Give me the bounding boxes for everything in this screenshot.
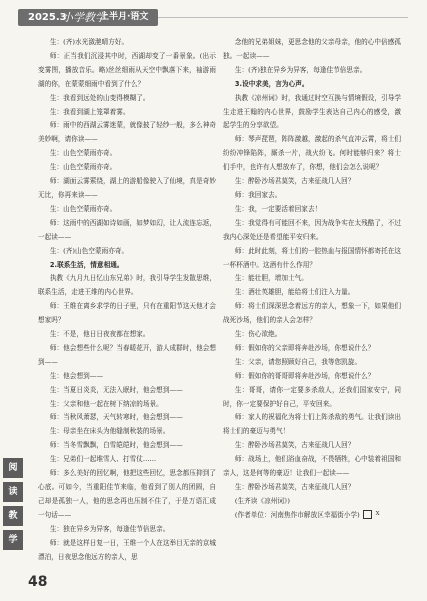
right-text-column	[223, 36, 401, 523]
paragraph: 师：假如你的父亲即将奔赴沙场，你想说什么？	[234, 343, 375, 352]
section-label: 上半月·语文	[100, 12, 149, 22]
side-tabs	[3, 458, 23, 554]
magazine-logo: 小学教学	[62, 11, 106, 24]
paragraph: 生：山色空蒙雨亦奇。	[49, 204, 117, 213]
paragraph: 生：父亲，请您照顾好自己，我等您凯旋。	[234, 357, 362, 366]
paragraph: 师：这雨中的西湖如诗如画，如梦如幻，让人流连忘返，一起读——	[38, 218, 216, 241]
paragraph: 生：独在异乡为异客，每逢佳节倍思亲。	[49, 524, 170, 533]
paragraph: 生：我看到湖上笼罩着雾。	[49, 107, 130, 116]
issue-label: 2025.3	[28, 12, 67, 23]
paragraph: 执教《凉州词》时，我通过时空互换与情境假设，引导学生走进王翰的内心世界，鼓励学生表达自己内心的感受，激起学生的分享欲望。	[223, 93, 401, 130]
page-header	[0, 0, 427, 34]
paragraph: 生：当夏日炎炎，无法入眠时，他会想到——	[49, 385, 183, 394]
paragraph: 生：(齐)山色空蒙雨亦奇。	[49, 246, 129, 255]
paragraph: 生：山色空蒙雨亦奇。	[49, 149, 117, 158]
paragraph: 师：此时此刻，将士们的一腔热血与报国情怀都寄托在这一杯杯酒中。这酒有什么作用？	[223, 246, 401, 269]
paragraph: 生：哥哥，请你一定要多杀敌人，还我们国家安宁，同时，你一定要保护好自己，平安回来。	[223, 385, 401, 408]
paragraph: 师：雨中的西湖云雾迷蒙，就像披了轻纱一般，多么神奇美妙啊，请你读——	[38, 121, 216, 144]
paragraph: 生：母亲坐在床头为他缝制秋装的场景。	[49, 427, 170, 436]
paragraph: 师：就是这样日复一日，王维一个人在这举目无亲的京城漂泊，日夜思念他远方的亲人，思	[38, 538, 216, 561]
end-mark-icon: X	[363, 510, 372, 519]
paragraph: 生：我，一定要活着回家去！	[234, 204, 322, 213]
side-tab: 阅	[3, 458, 23, 478]
paragraph: (作者单位：河南焦作市解放区幸福街小学) X	[234, 510, 380, 519]
paragraph: 2.联系生活，情意相通。	[49, 260, 124, 269]
side-tab: 读	[3, 482, 23, 502]
paragraph: (生齐读《凉州词》)	[234, 496, 290, 505]
paragraph: 师：正当我们沉浸其中时，西湖却变了一番景象。(出示变雾图，播放音乐。略)丝丝细雨从天空中飘落下来，袖游雨湖的你，在蒙蒙细雨中看到了什么？	[38, 51, 216, 88]
paragraph: 生：酒壮英雄胆，能给将士们注入力量。	[234, 288, 355, 297]
paragraph: 师：王维在离乡求学的日子里，只有在重阳节这天他才会想家吗？	[38, 302, 216, 325]
paragraph: 生：(齐)独在异乡为异客，每逢佳节倍思亲。	[234, 65, 367, 74]
paragraph: 师：琴声琵琶，阵阵激越，激起的杀气直冲云霄，将士们纷纷冲锋陷阵，厮杀一片，战火纷飞。何时能够归来？将士们手中，也许有人想放弃了，你想，他们会怎么说呢？	[223, 135, 401, 172]
paragraph: 师：将士们深深思念着远方的亲人，想象一下，如果他们战死沙场，他们的亲人会怎样？	[223, 302, 401, 325]
paragraph: 生：能壮胆，增加士气。	[234, 274, 308, 283]
paragraph: 生：我看到远处的山变得模糊了。	[49, 93, 150, 102]
paragraph: 师：当秋风萧瑟，天气转寒时，他会想到——	[49, 413, 183, 422]
paragraph: 生：醉卧沙场君莫笑，古来征战几人回？	[234, 441, 355, 450]
paragraph: 生：不是，他日日夜夜都在想家。	[49, 330, 150, 339]
paragraph: 生：父亲和他一起在树下纳凉的场景。	[49, 399, 163, 408]
paragraph: 生：醉卧沙场君莫笑，古来征战几人回？	[234, 483, 355, 491]
paragraph: 师：当冬雪飘飘，白雪皑皑时，他会想到——	[49, 441, 183, 450]
side-tab: 学	[3, 530, 23, 550]
page-number: 48	[28, 574, 48, 590]
paragraph: 念他的兄弟姐妹，更思念他的父亲母亲，他的心中倍感孤独。一起读——	[223, 38, 401, 60]
paragraph: 生：伤心欲绝。	[234, 330, 282, 339]
paragraph: 生：他会想到——	[49, 371, 104, 380]
paragraph: 3.设中求美，言为心声。	[234, 79, 309, 88]
paragraph: 生：山色空蒙雨亦奇。	[49, 163, 117, 172]
paragraph: 执教《九月九日忆山东兄弟》时，我引导学生发散思维，联系生活，走进王维的内心世界。	[38, 274, 216, 297]
side-tab: 教	[3, 506, 23, 526]
paragraph: 师：多么美好的回忆啊，他把这些回忆，思念都压抑到了心底。可如今，当重阳佳节来临，他看到了别人的团圆，自己却是孤独一人，他的思念再也压制不住了，于是万语汇成一句话——	[38, 469, 216, 519]
paragraph: 师：假如你的哥哥即将奔赴沙场，你想说什么？	[234, 371, 375, 380]
left-text-column	[38, 36, 216, 564]
paragraph: 师：家人的祝福化为将士们上阵杀敌的勇气。让我们读出将士们的豪迈与勇气！	[223, 413, 401, 436]
paragraph: 师：他会想些什么呢？当春暖花开，游人成群时，他会想到——	[38, 343, 216, 366]
paragraph: 生：醉卧沙场君莫笑，古来征战几人回？	[234, 177, 355, 186]
header-divider	[158, 17, 408, 18]
paragraph: 生：我觉得有可能回不来，因为战争实在太残酷了，不过我内心深处还是希望能平安归来。	[223, 218, 401, 241]
paragraph: 师：战场上，他们浴血奋战，不畏牺牲，心中装着祖国和亲人，这是何等的豪迈！让我们一起读——	[223, 455, 401, 478]
paragraph: 生：兄弟们一起堆雪人、打雪仗……	[49, 455, 157, 464]
paragraph: 师：湖面云雾萦绕，湖上的游船像驶入了仙境，真是奇妙无比，你再来读——	[38, 177, 216, 199]
paragraph: 师：我回家去。	[234, 190, 282, 199]
paragraph: 生：(齐)水光潋滟晴方好。	[49, 38, 129, 46]
